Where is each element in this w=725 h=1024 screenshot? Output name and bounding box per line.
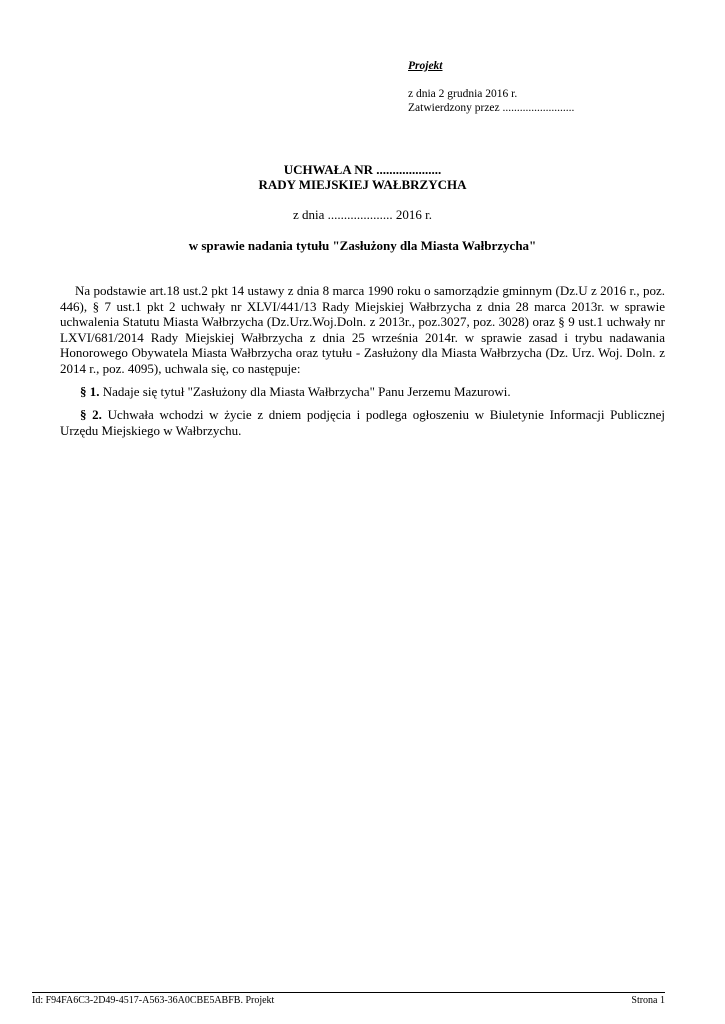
council-name-title: RADY MIEJSKIEJ WAŁBRZYCHA bbox=[258, 177, 467, 192]
paragraph-1 bbox=[60, 384, 665, 400]
paragraph-2-mark: § 2. bbox=[80, 407, 102, 422]
footer-divider bbox=[32, 992, 665, 993]
resolution-subject: w sprawie nadania tytułu "Zasłużony dla Miasta Wałbrzycha" bbox=[188, 238, 537, 253]
resolution-date: z dnia .................... 2016 r. bbox=[292, 207, 432, 222]
resolution-number-title: UCHWAŁA NR .................... bbox=[283, 162, 442, 177]
header-date: z dnia 2 grudnia 2016 r. bbox=[408, 88, 518, 100]
paragraph-1-mark: § 1. bbox=[80, 384, 100, 399]
paragraph-2-text: Uchwała wchodzi w życie z dniem podjęcia i podlega ogłoszeniu w Biuletynie Informacji Publicznej Urzędu Miejskiego w Wałbrzychu. bbox=[60, 407, 666, 438]
paragraph-2 bbox=[60, 407, 665, 438]
footer-page-number: Strona 1 bbox=[631, 995, 665, 1006]
footer-document-id: Id: F94FA6C3-2D49-4517-A563-36A0CBE5ABFB. Projekt bbox=[32, 995, 275, 1006]
header-approved-by: Zatwierdzony przez ......................... bbox=[408, 102, 575, 114]
preamble-paragraph: Na podstawie art.18 ust.2 pkt 14 ustawy z dnia 8 marca 1990 roku o samorządzie gminnym (Dz.U z 2016 r., poz. 446), § 7 ust.1 pkt 2 uchwały nr XLVI/441/13 Rady Miejskiej Wałbrzycha z dnia 28 marca 2013r. w sprawie uchwalenia Statutu Miasta Wałbrzycha (Dz.Urz.Woj.Doln. z 2013r., poz.3027, poz. 3028) oraz § 9 ust.1 uchwały nr LXVI/681/2014 Rady Miejskiej Wałbrzycha z dnia 25 września 2014r. w sprawie zasad i trybu nadawania Honorowego Obywatela Miasta Wałbrzycha oraz tytułu - Zasłużony dla Miasta Wałbrzycha (Dz. Urz. Woj. Doln. z 2014 r., poz. 4095), uchwala się, co następuje: bbox=[60, 283, 665, 376]
projekt-label: Projekt bbox=[408, 60, 443, 72]
paragraph-1-text: Nadaje się tytuł "Zasłużony dla Miasta Wałbrzycha" Panu Jerzemu Mazurowi. bbox=[99, 384, 511, 399]
